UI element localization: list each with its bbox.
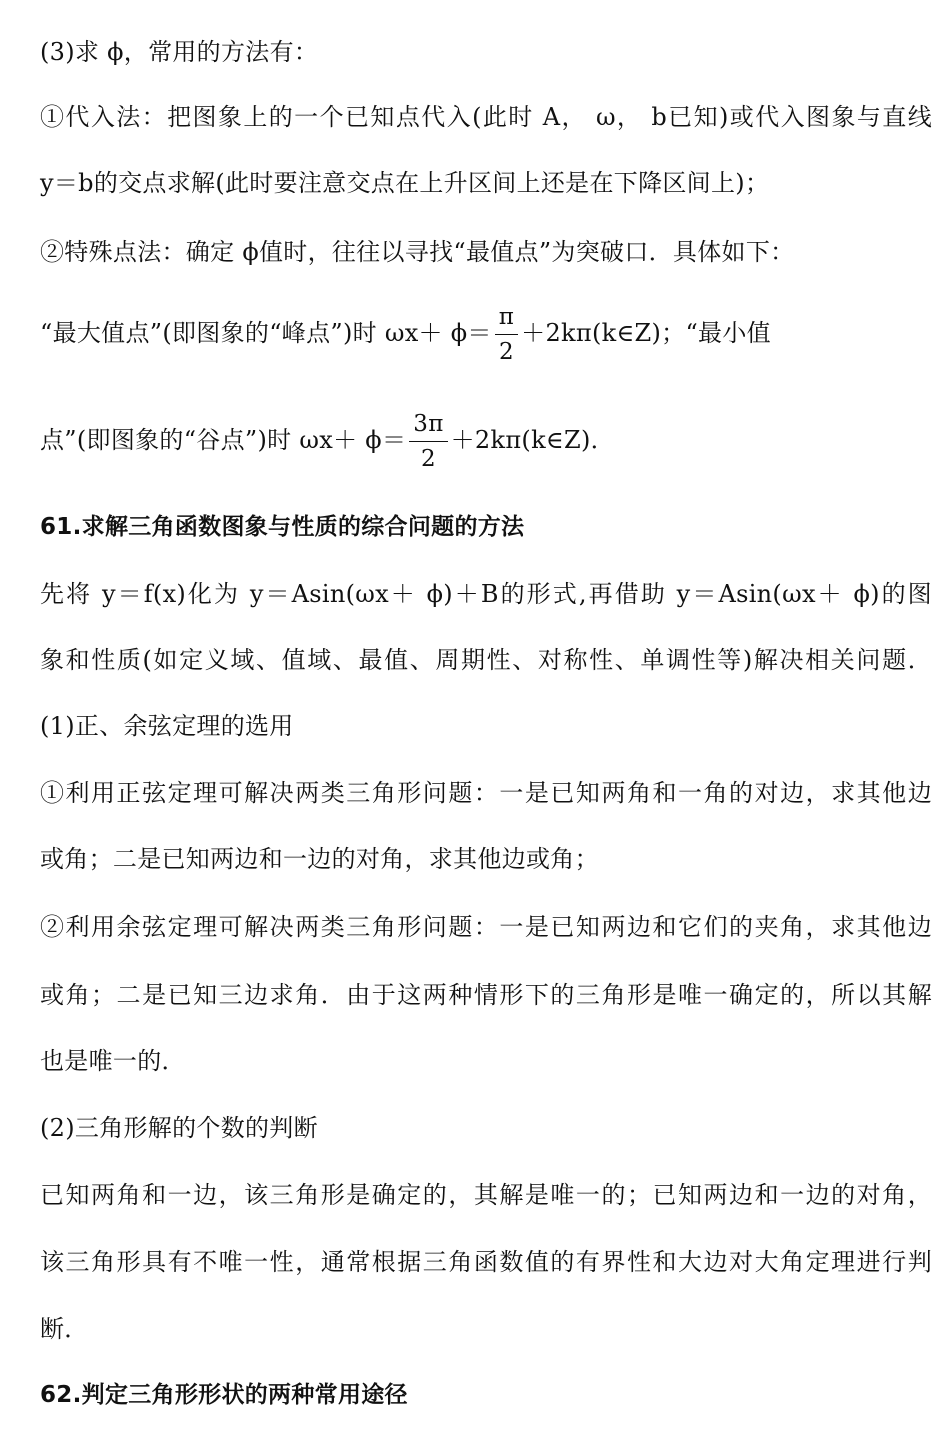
section-61-line-2: 象和性质(如定义域、值域、最值、周期性、对称性、单调性等)解决相关问题．: [40, 646, 932, 674]
fraction-numerator: 3π: [409, 407, 447, 442]
sine-law-line-2: 或角；二是已知两边和一边的对角，求其他边或角；: [40, 845, 599, 873]
cosine-law-line-1: ②利用余弦定理可解决两类三角形问题：一是已知两边和它们的夹角，求其他边: [40, 913, 932, 941]
method-intro-line: (3)求 ϕ，常用的方法有：: [40, 38, 319, 66]
subsection-1-title: (1)正、余弦定理的选用: [40, 712, 294, 740]
subsection-2-title: (2)三角形解的个数的判断: [40, 1114, 318, 1142]
sine-law-line-1: ①利用正弦定理可解决两类三角形问题：一是已知两角和一角的对边，求其他边: [40, 779, 932, 807]
substitution-method-line-1: ①代入法：把图象上的一个已知点代入(此时 A， ω， b已知)或代入图象与直线: [40, 103, 932, 131]
cosine-law-line-3: 也是唯一的．: [40, 1047, 186, 1075]
solution-count-line-1: 已知两角和一边，该三角形是确定的，其解是唯一的；已知两边和一边的对角，: [40, 1181, 932, 1209]
max-point-tail: ＋2kπ(k∈Z)；“最小值: [521, 319, 771, 347]
fraction-denominator: 2: [420, 446, 436, 472]
substitution-method-line-2: y＝b的交点求解(此时要注意交点在上升区间上还是在下降区间上)；: [40, 169, 770, 197]
min-point-tail: ＋2kπ(k∈Z)．: [450, 426, 615, 454]
cosine-law-line-2: 或角；二是已知三边求角．由于这两种情形下的三角形是唯一确定的，所以其解: [40, 981, 932, 1009]
fraction-pi-over-2: [495, 300, 518, 369]
section-61-heading: 61.求解三角函数图象与性质的综合问题的方法: [40, 514, 525, 540]
max-point-formula-line: [40, 293, 932, 373]
max-point-text: “最大值点”(即图象的“峰点”)时 ωx＋ ϕ＝: [40, 319, 492, 347]
solution-count-line-2: 该三角形具有不唯一性，通常根据三角函数值的有界性和大边对大角定理进行判: [40, 1248, 932, 1276]
solution-count-line-3: 断．: [40, 1315, 89, 1343]
fraction-denominator: 2: [498, 339, 514, 365]
min-point-text: 点”(即图象的“谷点”)时 ωx＋ ϕ＝: [40, 426, 407, 454]
fraction-3pi-over-2: [409, 407, 447, 476]
min-point-formula-line: [40, 400, 932, 480]
fraction-numerator: π: [495, 300, 518, 335]
section-61-line-1: 先将 y＝f(x)化为 y＝Asin(ωx＋ ϕ)＋B的形式,再借助 y＝Asin(ωx＋ ϕ)的图: [40, 580, 932, 608]
section-62-heading: 62.判定三角形形状的两种常用途径: [40, 1382, 408, 1408]
special-point-method-line: ②特殊点法：确定 ϕ值时，往往以寻找“最值点”为突破口．具体如下：: [40, 238, 795, 266]
